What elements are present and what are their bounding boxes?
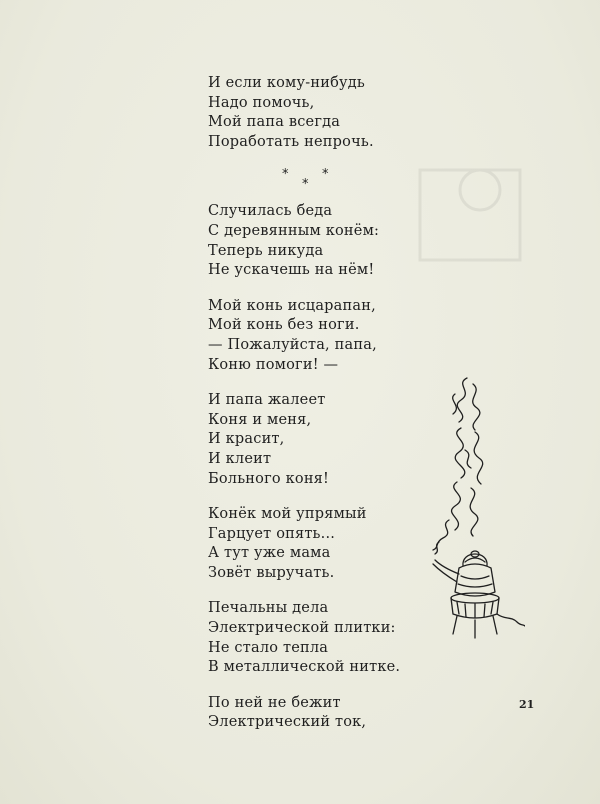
poem-line: — Пожалуйста, папа, xyxy=(208,336,377,353)
poem-line: Не стало тепла xyxy=(208,639,329,656)
stanza-7 xyxy=(208,694,448,733)
stanza-3 xyxy=(208,297,448,375)
poem-line: И красит, xyxy=(208,431,285,448)
stanza-5 xyxy=(208,505,448,583)
asterisk: * xyxy=(282,167,289,183)
poem-line: Электрический ток, xyxy=(208,714,367,731)
poem-line: Теперь никуда xyxy=(208,242,324,259)
poem-line: Поработать непрочь. xyxy=(208,133,374,150)
poem-line: И если кому-нибудь xyxy=(208,75,365,91)
poem-line: И папа жалеет xyxy=(208,392,326,409)
poem-line: Надо помочь, xyxy=(208,94,315,111)
poem-line: В металлической нитке. xyxy=(208,659,401,676)
stanza-1 xyxy=(208,74,448,152)
steaming-kettle-on-stove-icon xyxy=(425,370,525,640)
page-number: 21 xyxy=(519,698,535,711)
poem-line: Коня и меня, xyxy=(208,411,312,428)
asterisk: * xyxy=(302,177,309,193)
poem-line: А тут уже мама xyxy=(208,545,331,562)
poem-line: Мой конь без ноги. xyxy=(208,317,360,334)
poem-line: По ней не бежит xyxy=(208,694,341,711)
poem-line: Гарцует опять... xyxy=(208,525,336,542)
poem-line: Конёк мой упрямый xyxy=(208,506,367,523)
stanza-4 xyxy=(208,391,448,489)
poem-line: Случилась беда xyxy=(208,203,333,220)
stanza-2 xyxy=(208,202,448,280)
poem-line: Электрической плитки: xyxy=(208,620,396,637)
poem-line: Печальны дела xyxy=(208,600,329,617)
poem-line: С деревянным конём: xyxy=(208,222,380,239)
poem-line: Мой конь исцарапан, xyxy=(208,297,376,314)
poem-line: Больного коня! xyxy=(208,470,330,487)
poem-text xyxy=(208,74,448,749)
poem-line: И клеит xyxy=(208,450,272,467)
stanza-6 xyxy=(208,599,448,677)
poem-line: Мой папа всегда xyxy=(208,114,341,131)
poem-line: Зовёт выручать. xyxy=(208,564,335,581)
poem-line: Не ускачешь на нём! xyxy=(208,262,375,279)
poem-line: Коню помоги! — xyxy=(208,356,339,373)
asterisk: * xyxy=(322,167,329,183)
section-separator xyxy=(208,168,448,198)
